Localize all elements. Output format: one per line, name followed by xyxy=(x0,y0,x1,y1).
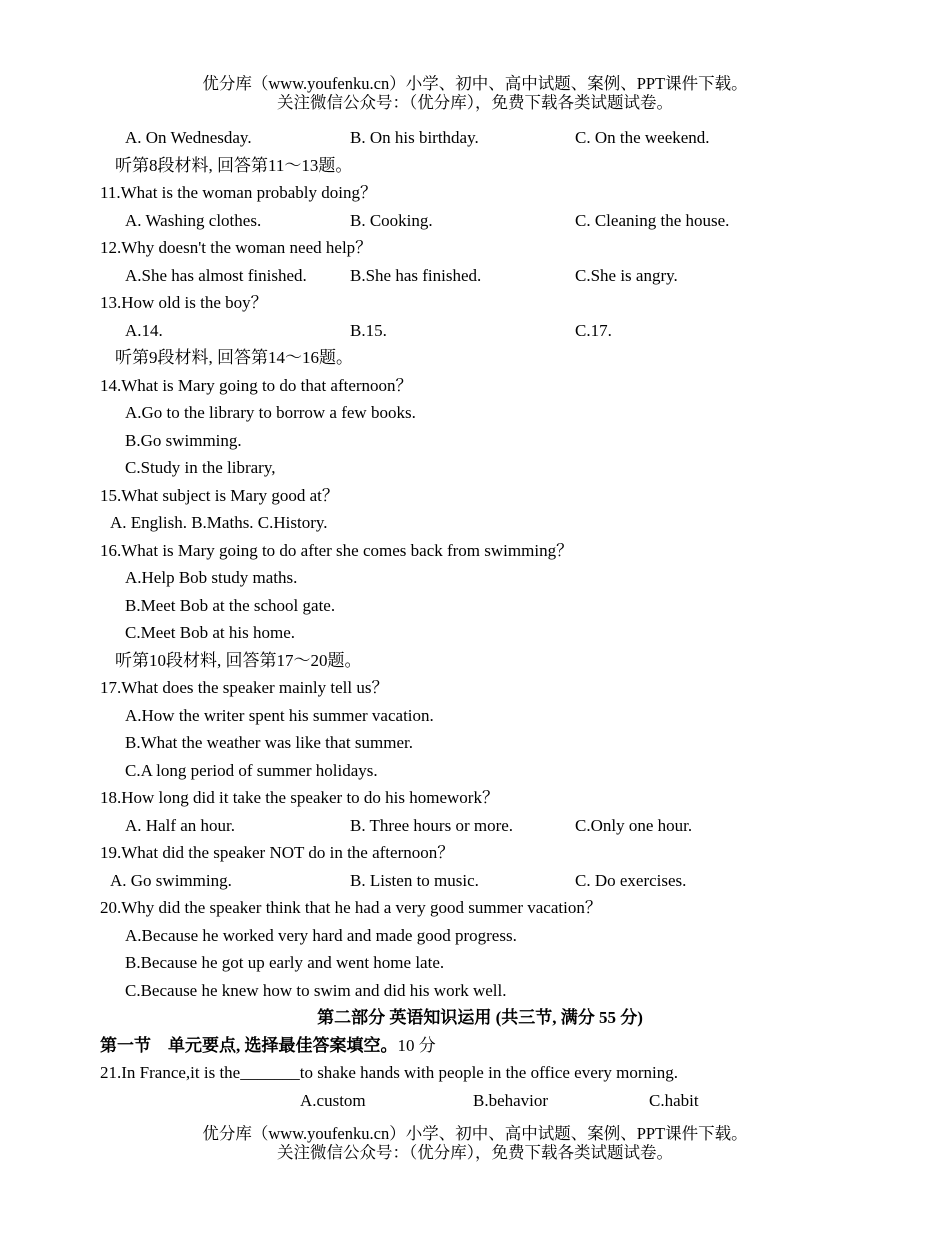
option-b: B.Because he got up early and went home late. xyxy=(125,953,445,972)
question-16: 16.What is Mary going to do after she comes back from swimming？ xyxy=(100,540,574,560)
section-10-instruction: 听第10段材料, 回答第17～20题。 xyxy=(115,650,362,670)
section-1-score: 10 分 xyxy=(397,1035,436,1055)
option-c: C.Because he knew how to swim and did his work well. xyxy=(125,980,507,1000)
question-12: 12.Why doesn't the woman need help？ xyxy=(100,238,373,257)
option-a: A. Go swimming. xyxy=(110,870,232,890)
option-c: C.Only one hour. xyxy=(575,815,693,835)
option-c: C.A long period of summer holidays. xyxy=(125,760,378,780)
option-c: C.Meet Bob at his home. xyxy=(125,623,295,642)
option-b: B.15. xyxy=(350,320,387,340)
option-a: A.Because he worked very hard and made good progress. xyxy=(125,925,517,945)
section-1-title: 第一节 单元要点, 选择最佳答案填空。 xyxy=(100,1035,398,1055)
exam-content xyxy=(100,124,860,1114)
option-a: A.Help Bob study maths. xyxy=(125,568,298,587)
question-10-options xyxy=(100,124,860,152)
option-c: C. Do exercises. xyxy=(575,870,687,890)
question-18: 18.How long did it take the speaker to do his homework？ xyxy=(100,788,499,807)
option-b: B.Meet Bob at the school gate. xyxy=(125,595,336,615)
question-20: 20.Why did the speaker think that he had a very good summer vacation？ xyxy=(100,898,602,917)
header-line-1: 优分库（www.youfenku.cn）小学、初中、高中试题、案例、PPT课件下载。 xyxy=(202,74,748,93)
question-14: 14.What is Mary going to do that afternoon？ xyxy=(100,375,413,395)
question-15: 15.What subject is Mary good at？ xyxy=(100,485,339,505)
question-12-options xyxy=(100,262,860,290)
option-a: A. Washing clothes. xyxy=(125,210,262,230)
header-line-2: 关注微信公众号：（优分库），免费下载各类试题试卷。 xyxy=(277,93,673,112)
option-b: B.Go swimming. xyxy=(125,430,242,450)
section-1-heading xyxy=(100,1032,860,1060)
section-8-instruction: 听第8段材料, 回答第11～13题。 xyxy=(115,155,353,175)
option-b: B. Three hours or more. xyxy=(350,815,514,835)
question-13: 13.How old is the boy？ xyxy=(100,293,268,312)
question-21-options xyxy=(100,1087,860,1115)
question-19-options xyxy=(100,867,860,895)
footer-line-1: 优分库（www.youfenku.cn）小学、初中、高中试题、案例、PPT课件下载。 xyxy=(202,1124,748,1143)
option-b: B.behavior xyxy=(473,1090,549,1110)
option-c: C.17. xyxy=(575,320,612,340)
option-a: A.How the writer spent his summer vacation. xyxy=(125,705,434,725)
footer-line-2: 关注微信公众号：（优分库），免费下载各类试题试卷。 xyxy=(277,1143,673,1162)
option-b: B.She has finished. xyxy=(350,265,482,285)
page-footer xyxy=(0,1124,950,1162)
option-a: A.Go to the library to borrow a few books. xyxy=(125,403,416,422)
option-a: A.14. xyxy=(125,320,163,340)
option-c: C.Study in the library, xyxy=(125,458,276,477)
option-c: C. Cleaning the house. xyxy=(575,210,730,230)
question-15-options: A. English. B.Maths. C.History. xyxy=(110,513,328,532)
option-c: C.habit xyxy=(649,1090,699,1110)
option-b: B. On his birthday. xyxy=(350,128,479,147)
option-a: A. Half an hour. xyxy=(125,815,236,835)
section-9-instruction: 听第9段材料, 回答第14～16题。 xyxy=(115,348,353,367)
question-11-options xyxy=(100,207,860,235)
option-c: C. On the weekend. xyxy=(575,128,710,147)
page-header xyxy=(0,74,950,112)
question-21: 21.In France,it is the_______to shake hands with people in the office every morning. xyxy=(100,1063,679,1082)
option-b: B.What the weather was like that summer. xyxy=(125,733,413,752)
option-a: A.custom xyxy=(300,1090,366,1110)
option-a: A. On Wednesday. xyxy=(125,128,252,147)
question-13-options xyxy=(100,317,860,345)
option-b: B. Listen to music. xyxy=(350,870,479,890)
option-a: A.She has almost finished. xyxy=(125,265,307,285)
part-2-title: 第二部分 英语知识运用 (共三节, 满分 55 分) xyxy=(317,1008,643,1027)
question-17: 17.What does the speaker mainly tell us？ xyxy=(100,678,389,697)
question-18-options xyxy=(100,812,860,840)
question-19: 19.What did the speaker NOT do in the afternoon？ xyxy=(100,843,455,862)
option-b: B. Cooking. xyxy=(350,210,433,230)
question-11: 11.What is the woman probably doing？ xyxy=(100,183,377,202)
option-c: C.She is angry. xyxy=(575,265,678,285)
